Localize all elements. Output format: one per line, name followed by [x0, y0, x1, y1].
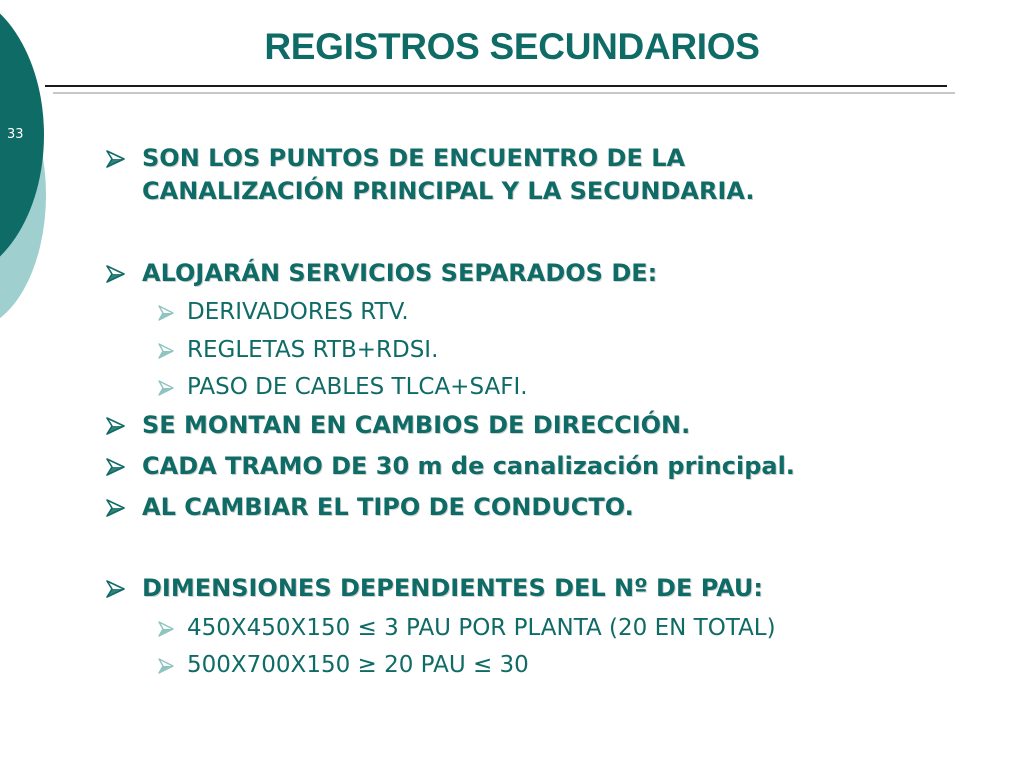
sub-bullet-item	[156, 612, 776, 644]
bullet-text: AL CAMBIAR EL TIPO DE CONDUCTO.	[142, 493, 634, 521]
sub-bullet-item	[156, 296, 409, 328]
sub-bullet-text: 450X450X150 ≤ 3 PAU POR PLANTA (20 EN TOTAL)	[187, 615, 776, 641]
bullet-text: DIMENSIONES DEPENDIENTES DEL Nº DE PAU:	[142, 574, 763, 602]
bullet-item	[104, 572, 763, 605]
bullet-item	[104, 257, 657, 290]
sub-bullet-item	[156, 334, 438, 366]
arrowhead-bullet-icon	[156, 649, 187, 674]
slide-title: REGISTROS SECUNDARIOS	[264, 26, 760, 67]
bullet-text: CADA TRAMO DE 30 m de canalización principal.	[142, 452, 795, 480]
bullet-text: SE MONTAN EN CAMBIOS DE DIRECCIÓN.	[142, 411, 691, 439]
sub-bullet-text: PASO DE CABLES TLCA+SAFI.	[187, 374, 528, 400]
bullet-text: CANALIZACIÓN PRINCIPAL Y LA SECUNDARIA.	[142, 177, 755, 205]
sub-bullet-item	[156, 371, 528, 403]
sub-bullet-item	[156, 649, 529, 681]
sub-bullet-text: 500X700X150 ≥ 20 PAU ≤ 30	[187, 652, 529, 678]
arrowhead-bullet-icon	[156, 612, 187, 637]
arrowhead-bullet-icon	[104, 572, 142, 598]
arrowhead-bullet-icon	[104, 450, 142, 476]
arrowhead-bullet-icon	[156, 371, 187, 396]
sub-bullet-text: REGLETAS RTB+RDSI.	[187, 337, 439, 363]
bullet-text: SON LOS PUNTOS DE ENCUENTRO DE LA	[142, 144, 686, 172]
arrowhead-bullet-icon	[156, 334, 187, 359]
bullet-item	[104, 409, 690, 442]
bullet-item	[104, 491, 634, 524]
bullet-item	[104, 142, 755, 208]
arrowhead-bullet-icon	[104, 142, 142, 168]
bullet-text: ALOJARÁN SERVICIOS SEPARADOS DE:	[142, 259, 658, 287]
sub-bullet-text: DERIVADORES RTV.	[187, 299, 409, 325]
bullet-item	[104, 450, 795, 483]
arrowhead-bullet-icon	[104, 491, 142, 517]
page-number: 33	[7, 127, 24, 142]
arrowhead-bullet-icon	[156, 296, 187, 321]
arrowhead-bullet-icon	[104, 257, 142, 283]
arrowhead-bullet-icon	[104, 409, 142, 435]
